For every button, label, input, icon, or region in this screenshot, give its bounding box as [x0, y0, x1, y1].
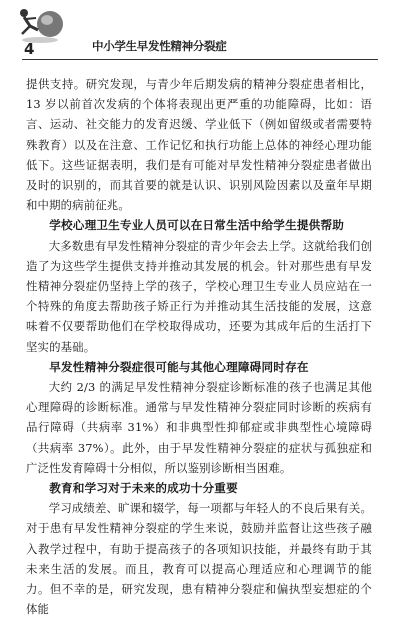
paragraph: 学习成绩差、旷课和辍学，每一项都与年轻人的不良后果有关。对于患有早发性精神分裂症的学生来说，鼓励并监督让这些孩子融入教学过程中，有助于提高孩子的各项知识技能，并最终有助于其未来生活的发展。而且，教育可以提高心理适应和心理调节的能力。但不幸的是，研究发现，患有精神分裂症和偏执型妄想症的个体能 — [26, 501, 372, 617]
paragraph: 大约 2/3 的满足早发性精神分裂症诊断标准的孩子也满足其他心理障碍的诊断标准。通常与早发性精神分裂症同时诊断的疾病有品行障碍（共病率 31%）和非典型性抑郁症或非典型性心境障碍（共病率 37%）。此外，由于早发性精神分裂症的症状与孤独症和广泛性发育障碍十分相似，所以鉴别诊断相当困难。 — [26, 380, 372, 475]
page-body — [26, 74, 372, 619]
section-heading: 早发性精神分裂症很可能与其他心理障碍同时存在 — [49, 359, 309, 374]
figure-on-ball-icon — [10, 4, 66, 44]
paragraph: 大多数患有早发性精神分裂症的青少年会去上学。这就给我们创造了为这些学生提供支持并推动其发展的机会。针对那些患有早发性精神分裂症仍坚持上学的孩子，学校心理卫生专业人员应站在一个特殊的角度去帮助孩子矫正行为并推动其生活技能的发展，这意味着不仅要帮助他们在学校取得成功，还要为其成年后的生活打下坚实的基础。 — [26, 238, 372, 354]
page-header — [0, 0, 400, 68]
book-title: 中小学生早发性精神分裂症 — [92, 39, 227, 53]
paragraph: 提供支持。研究发现，与青少年后期发病的精神分裂症患者相比，13 岁以前首次发病的个体将表现出更严重的功能障碍，比如：语言、运动、社交能力的发育迟缓、学业低下（例如留级或者需要特殊教育）以及在注意、工作记忆和执行功能上总体的神经心理功能低下。这些证据表明，我们是有可能对早发性精神分裂症患者做出及时的识别的，而其首要的就是认识、识别风险因素以及童年早期和中期的病前征兆。 — [26, 77, 372, 213]
header-divider — [22, 59, 378, 60]
section-heading: 教育和学习对于未来的成功十分重要 — [49, 481, 238, 496]
page-number: 4 — [24, 40, 35, 58]
section-heading: 学校心理卫生专业人员可以在日常生活中给学生提供帮助 — [49, 218, 345, 233]
